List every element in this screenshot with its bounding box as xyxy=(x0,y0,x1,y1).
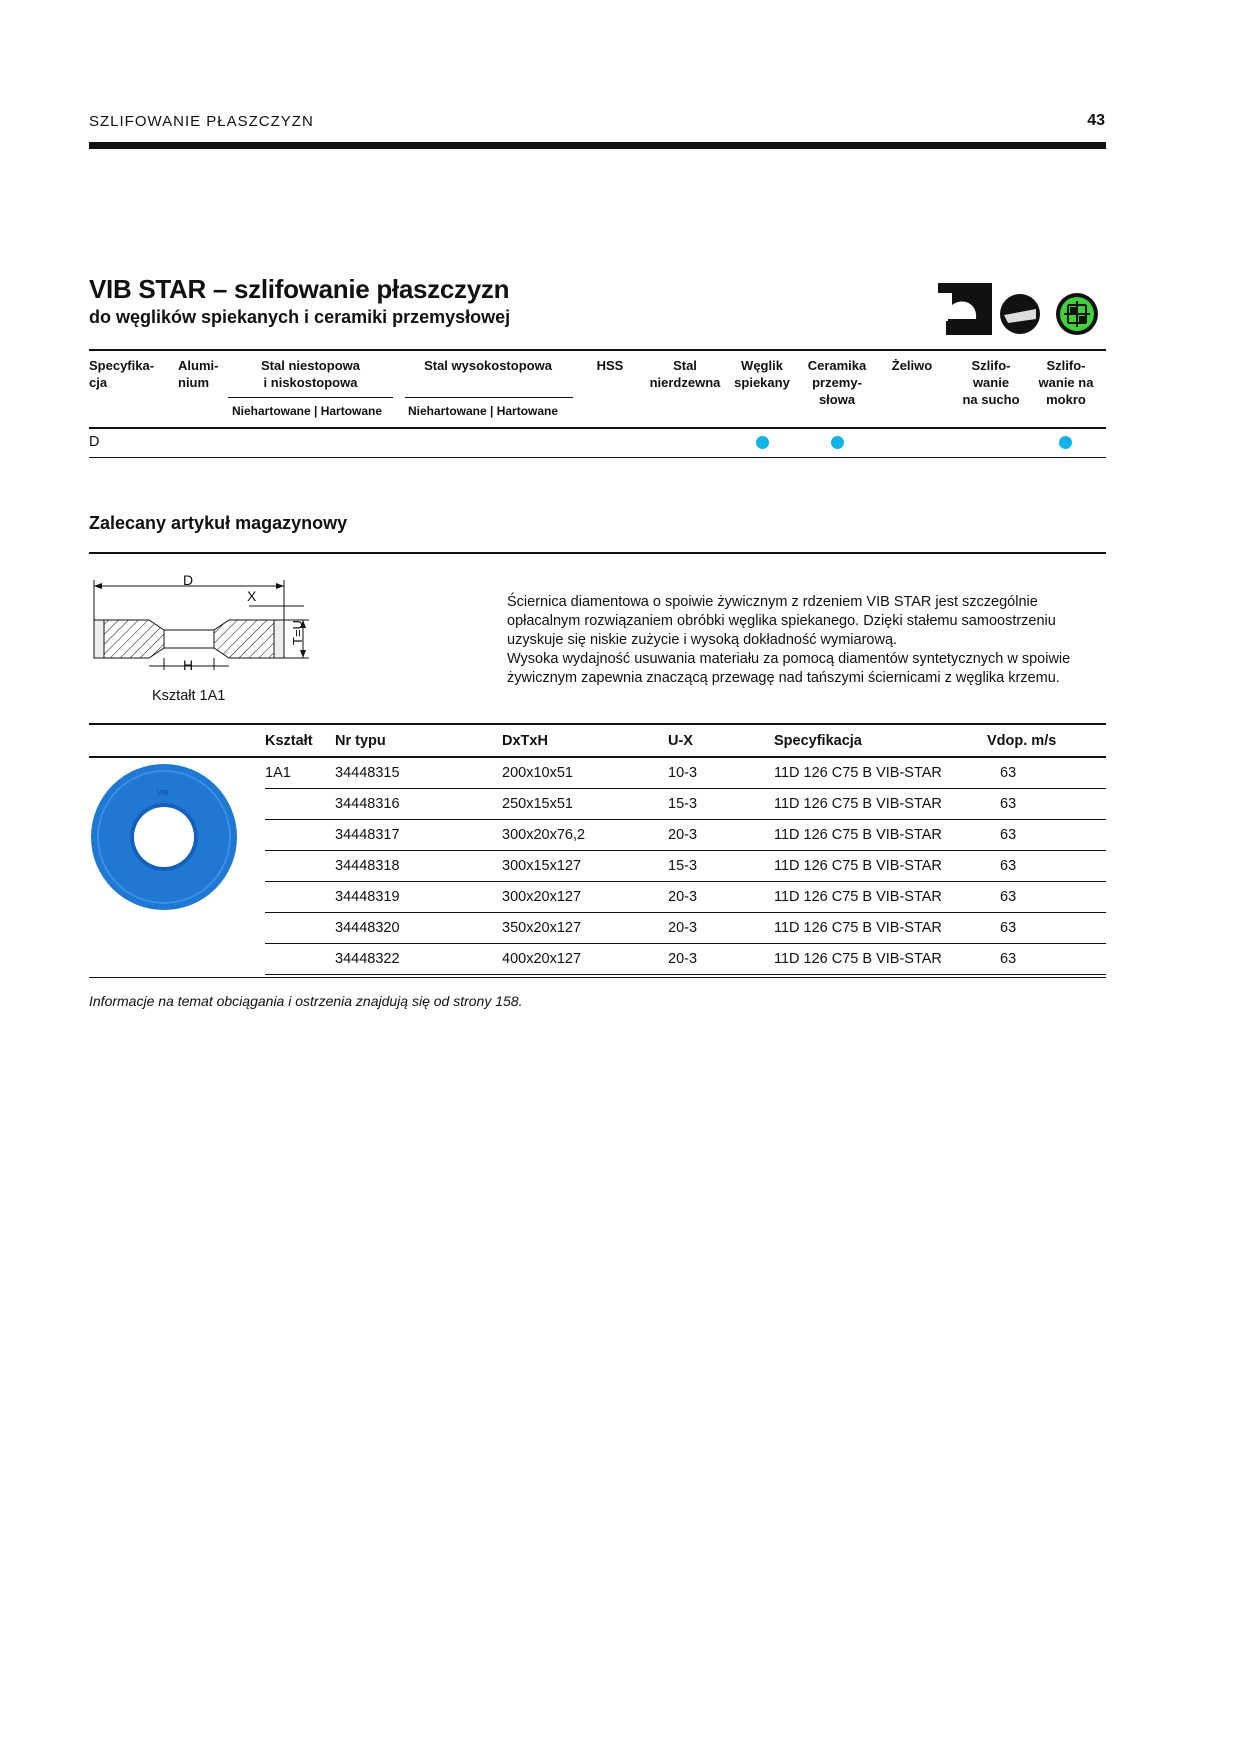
cell-ksztalt: 1A1 xyxy=(265,757,335,789)
cell-u-x: 10-3 xyxy=(668,757,774,789)
cell-nr-typu: 34448320 xyxy=(335,913,502,944)
spec-table-header-rule xyxy=(89,427,1106,429)
cell-specyfikacja: 11D 126 C75 B VIB-STAR xyxy=(774,789,987,820)
header-nr-typu: Nr typu xyxy=(335,724,502,757)
cell-specyfikacja: 11D 126 C75 B VIB-STAR xyxy=(774,882,987,913)
running-header: SZLIFOWANIE PŁASZCZYZN xyxy=(89,113,314,130)
cell-u-x: 15-3 xyxy=(668,789,774,820)
page-subtitle: do węglików spiekanych i ceramiki przemysłowej xyxy=(89,307,511,327)
header-ksztalt: Kształt xyxy=(265,724,335,757)
cell-specyfikacja: 11D 126 C75 B VIB-STAR xyxy=(774,944,987,975)
description-paragraph: Ściernica diamentowa o spoiwie żywicznym z rdzeniem VIB STAR jest szczególnie opłacalnym rozwiązaniem obróbki węglika spiekanego. Dzięki stałemu samoostrzeniu uzyskuje się niskie zużycie i wysoką dokładność wymiarową. xyxy=(507,594,1056,648)
footnote: Informacje na temat obciągania i ostrzenia znajdują się od strony 158. xyxy=(89,993,523,1009)
svg-text:VIB: VIB xyxy=(157,789,169,797)
cell-vdop: 63 xyxy=(987,882,1106,913)
cell-ksztalt xyxy=(265,820,335,851)
cell-vdop: 63 xyxy=(987,789,1106,820)
header-spacer xyxy=(89,724,265,757)
cell-ksztalt xyxy=(265,789,335,820)
cell-vdop: 63 xyxy=(987,820,1106,851)
product-table xyxy=(89,723,1106,975)
cell-u-x: 20-3 xyxy=(668,882,774,913)
col-weglik: Węglik spiekany xyxy=(734,358,790,390)
wheel-image-cell xyxy=(89,757,265,975)
col-szlifowanie-sucho: Szlifo- wanie na sucho xyxy=(962,358,1020,407)
table-header-row xyxy=(89,724,1106,757)
surface-grinding-icon xyxy=(938,283,992,335)
cell-ksztalt xyxy=(265,882,335,913)
cell-dxtxh: 300x20x76,2 xyxy=(502,820,668,851)
cell-dxtxh: 350x20x127 xyxy=(502,913,668,944)
cell-ksztalt xyxy=(265,851,335,882)
carbide-material-icon xyxy=(1000,294,1040,334)
cell-vdop: 63 xyxy=(987,757,1106,789)
wet-grinding-icon xyxy=(1056,293,1098,335)
header-vdop: Vdop. m/s xyxy=(987,724,1106,757)
section-rule xyxy=(89,552,1106,554)
table-bottom-rule xyxy=(89,977,1106,978)
dot-weglik xyxy=(756,436,769,449)
diagram-label-tu: T=U xyxy=(290,620,305,645)
cell-dxtxh: 300x15x127 xyxy=(502,851,668,882)
cell-dxtxh: 300x20x127 xyxy=(502,882,668,913)
cell-nr-typu: 34448319 xyxy=(335,882,502,913)
cell-vdop: 63 xyxy=(987,913,1106,944)
cell-ksztalt xyxy=(265,944,335,975)
cell-nr-typu: 34448315 xyxy=(335,757,502,789)
grinding-wheel-image xyxy=(89,762,239,912)
cell-u-x: 15-3 xyxy=(668,851,774,882)
diagram-label-h: H xyxy=(183,657,194,673)
cell-u-x: 20-3 xyxy=(668,913,774,944)
col-stal-nierdzewna: Stal nierdzewna xyxy=(649,358,721,390)
cell-u-x: 20-3 xyxy=(668,944,774,975)
cell-vdop: 63 xyxy=(987,851,1106,882)
cell-dxtxh: 200x10x51 xyxy=(502,757,668,789)
table-row xyxy=(89,757,1106,789)
col-szlifowanie-mokro: Szlifo- wanie na mokro xyxy=(1038,358,1094,407)
application-icons xyxy=(938,283,1106,339)
cell-dxtxh: 400x20x127 xyxy=(502,944,668,975)
col-specyfikacja: Specyfika- cja xyxy=(89,358,155,390)
spec-row-label: D xyxy=(89,434,100,450)
col-zeliwo: Żeliwo xyxy=(891,358,933,373)
cell-dxtxh: 250x15x51 xyxy=(502,789,668,820)
sub-low-hardening: Niehartowane | Hartowane xyxy=(232,404,383,418)
description-paragraph: Wysoka wydajność usuwania materiału za pomocą diamentów syntetycznych w spoiwie żywicznym zapewnia znaczącą przewagę nad tańszymi ściernicami z węglika krzemu. xyxy=(507,651,1071,686)
col-stal-niestopowa: Stal niestopowa i niskostopowa xyxy=(261,358,360,390)
page-number: 43 xyxy=(1087,112,1105,129)
cell-u-x: 20-3 xyxy=(668,820,774,851)
shape-1a1-diagram xyxy=(89,570,319,680)
cell-nr-typu: 34448322 xyxy=(335,944,502,975)
cell-specyfikacja: 11D 126 C75 B VIB-STAR xyxy=(774,913,987,944)
col-ceramika: Ceramika przemy- słowa xyxy=(807,358,867,407)
col-hss: HSS xyxy=(596,358,624,373)
cell-ksztalt xyxy=(265,913,335,944)
cell-vdop: 63 xyxy=(987,944,1106,975)
col-aluminium: Alumi- nium xyxy=(178,358,219,390)
cell-nr-typu: 34448317 xyxy=(335,820,502,851)
low-steel-divider xyxy=(228,397,393,398)
cell-specyfikacja: 11D 126 C75 B VIB-STAR xyxy=(774,851,987,882)
col-stal-wysokostopowa: Stal wysokostopowa xyxy=(424,358,552,373)
dot-mokro xyxy=(1059,436,1072,449)
spec-table-bottom-rule xyxy=(89,457,1106,458)
sub-high-hardening: Niehartowane | Hartowane xyxy=(408,404,559,418)
header-rule xyxy=(89,142,1106,149)
cell-specyfikacja: 11D 126 C75 B VIB-STAR xyxy=(774,757,987,789)
header-u-x: U-X xyxy=(668,724,774,757)
high-steel-divider xyxy=(405,397,573,398)
page-title: VIB STAR – szlifowanie płaszczyzn xyxy=(89,274,510,304)
header-specyfikacja: Specyfikacja xyxy=(774,724,987,757)
section-title: Zalecany artykuł magazynowy xyxy=(89,513,348,533)
cell-nr-typu: 34448318 xyxy=(335,851,502,882)
spec-table-top-rule xyxy=(89,349,1106,351)
cell-nr-typu: 34448316 xyxy=(335,789,502,820)
diagram-label-x: X xyxy=(247,588,257,604)
diagram-label-d: D xyxy=(183,572,194,588)
header-dxtxh: DxTxH xyxy=(502,724,668,757)
product-description xyxy=(507,593,1107,688)
cell-specyfikacja: 11D 126 C75 B VIB-STAR xyxy=(774,820,987,851)
diagram-caption: Kształt 1A1 xyxy=(152,688,226,704)
dot-ceramika xyxy=(831,436,844,449)
